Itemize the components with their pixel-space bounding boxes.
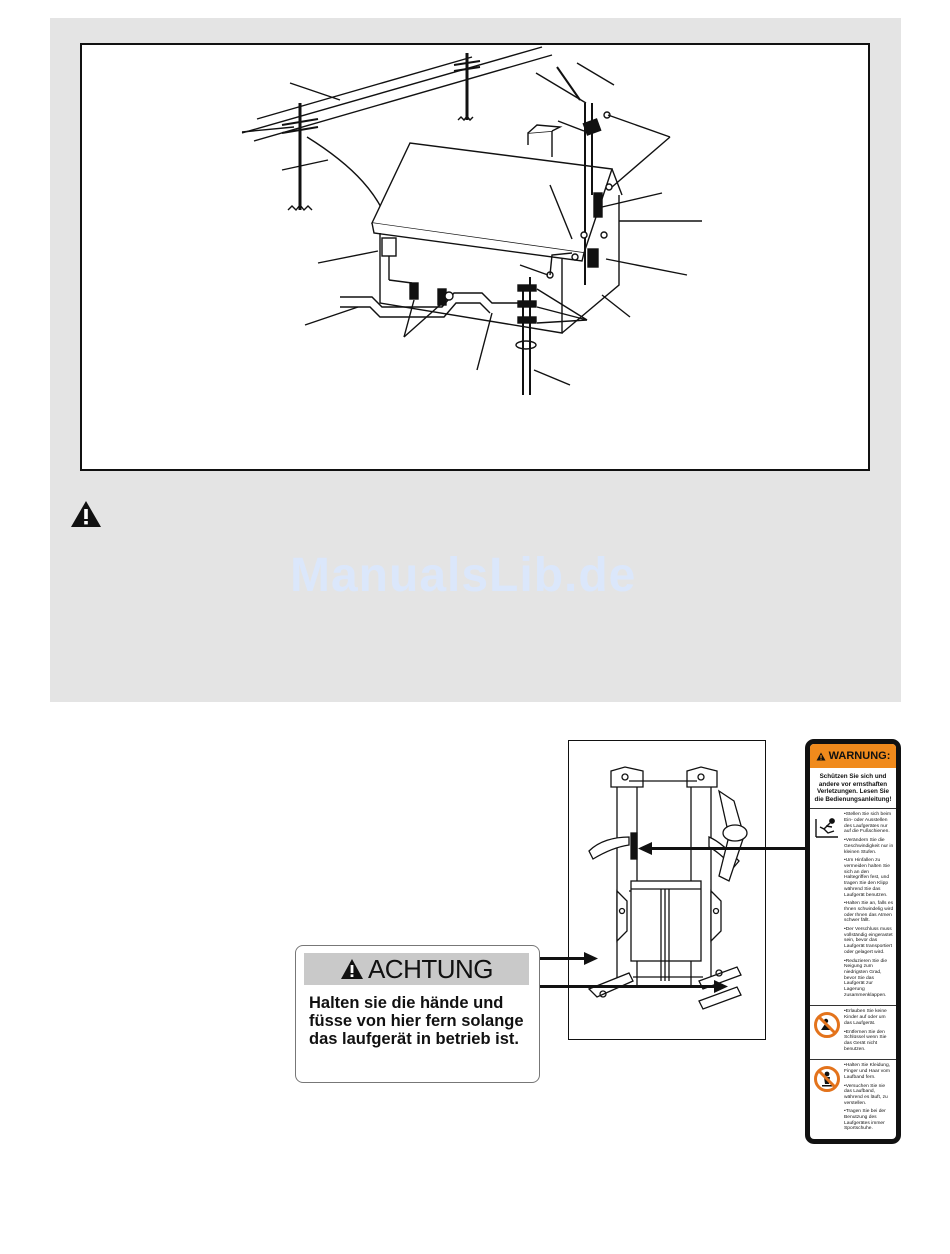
arrow-line-upper [538,957,588,960]
warning-triangle-icon [340,958,364,980]
warning-item: •Halten Sie an, falls es Ihnen schwindelig wird oder Ihnen das Atmen schwer fällt. [844,901,894,924]
arrow-head-upper [584,952,598,965]
no-children-icon [814,1012,840,1038]
warning-item: •Entfernen Sie den Schlüssel wenn Sie das Gerät nicht benutzen. [844,1029,887,1052]
warning-item: •Versuchen Sie nie das Laufband, während es läuft, zu verstellen. [844,1083,888,1106]
warning-item: •Stellen Sie sich beim Ein- oder Ausstellen des Laufgerätes nur auf die Fußschienen. [844,812,892,835]
intro-line: Verletzungen. Lesen Sie [816,788,890,796]
achtung-line: füsse von hier fern solange [309,1012,524,1030]
arrow-head-label [638,842,652,855]
warning-label-title: WARNUNG: [828,750,891,762]
warning-item: •Halten Sie Kleidung, Finger und Haar vom Laufband fern. [844,1063,891,1080]
warning-item: •Reduzieren Sie die Neigung zum niedrigsten Grad, bevor Sie das Laufgerät zur Lagerung zusammenklappen. [844,958,888,998]
person-falling-icon [814,815,840,841]
intro-line: Schützen Sie sich und [819,773,887,780]
achtung-header [304,953,529,985]
warning-item: •Verändern Sie die Geschwindigkeit nur in kleinen Stufen. [844,838,894,855]
warning-section-children [810,1006,896,1060]
arrow-line-label [650,847,805,850]
intro-line: die Bedienungsanleitung! [814,795,892,803]
warning-triangle-icon [816,752,826,761]
achtung-line: Halten sie die hände und [309,994,504,1012]
warning-item: •Um Hinfallen zu vermeiden halten Sie sich an den Haltegriffen fest, und tragen Sie den Klipp während Sie das Laufgerät benutzen. [844,858,890,898]
no-hands-icon [814,1066,840,1092]
warning-section-usage [810,809,896,1006]
achtung-decal [295,945,540,1083]
warning-label-header [810,744,896,768]
watermark: ManualsLib.de [290,549,637,602]
achtung-title: ACHTUNG [367,953,494,984]
warning-label-intro [810,768,896,809]
achtung-line: das laufgerät in betrieb ist. [309,1030,519,1048]
warning-label [805,739,901,1144]
achtung-message [309,994,531,1048]
warning-item: •Erlauben Sie keine Kinder auf oder um das Laufgerät. [844,1009,887,1026]
warning-section-clothing [810,1060,896,1139]
arrow-head-lower [714,980,728,993]
arrow-line-lower [538,985,718,988]
intro-line: andere vor ernsthaften [818,780,888,788]
warning-item: •Der Verschluss muss vollständig eingerastet sein, bevor das Laufgerät transportiert oder gelagert wird. [844,927,893,955]
warning-item: •Tragen Sie bei der Benutzung des Laufgerätes immer Sportschuhe. [844,1109,886,1132]
